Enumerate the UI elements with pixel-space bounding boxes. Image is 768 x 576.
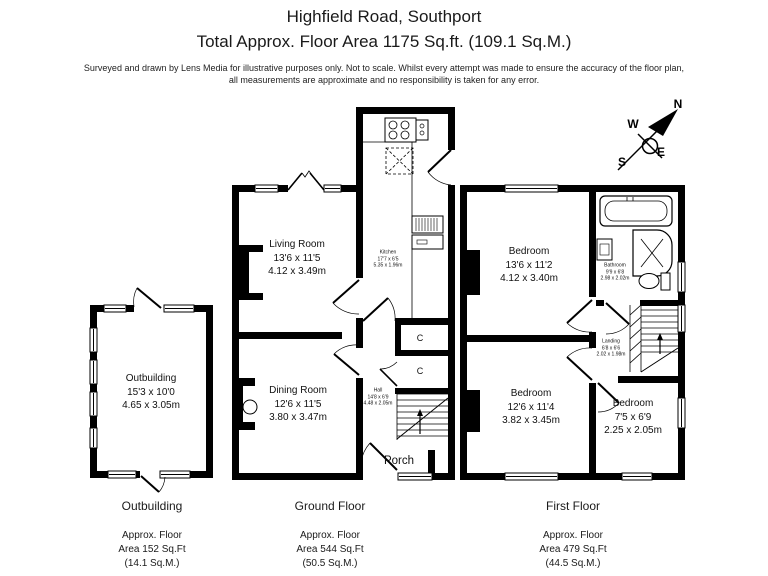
caption-area-line3: (14.1 Sq.M.)	[124, 558, 180, 569]
caption-title: Ground Floor	[294, 499, 366, 513]
room-name: Dining Room	[269, 384, 327, 396]
room-label-living-room	[268, 238, 326, 279]
room-name: Bedroom	[612, 397, 654, 409]
room-size-imperial: 7'5 x 6'9	[614, 411, 652, 423]
room-size-imperial: 12'6 x 11'4	[507, 401, 555, 413]
room-name: Living Room	[269, 238, 325, 250]
caption-area-line2: Area 544 Sq.Ft	[296, 544, 364, 555]
caption-area-line3: (44.5 Sq.M.)	[545, 558, 601, 569]
caption-area-line1: Approx. Floor	[542, 530, 604, 541]
caption-area	[473, 529, 673, 571]
bathtub-icon	[600, 196, 672, 226]
caption-area-line1: Approx. Floor	[299, 530, 361, 541]
compass-north-label: N	[673, 97, 683, 111]
kitchen-table-icon	[386, 148, 413, 174]
caption-first-floor	[473, 499, 673, 571]
room-name: Landing	[602, 338, 620, 345]
ground-floor-plan	[232, 107, 455, 480]
compass-arrow	[648, 109, 678, 136]
room-label-kitchen	[374, 249, 403, 269]
stairs-icon	[397, 394, 448, 440]
room-size-metric: 4.65 x 3.05m	[122, 399, 180, 411]
compass-west-label: W	[627, 117, 639, 131]
room-name: Outbuilding	[125, 372, 177, 384]
appliance-icon	[412, 216, 443, 249]
ground-floor-doors	[333, 150, 451, 470]
stairs-down-icon	[630, 305, 678, 372]
caption-area-line2: Area 479 Sq.Ft	[539, 544, 607, 555]
room-size-metric: 2.02 x 1.98m	[596, 351, 626, 358]
room-size-imperial: 15'3 x 10'0	[127, 386, 175, 398]
room-size-metric: 4.12 x 3.40m	[500, 272, 558, 284]
room-size-metric: 2.25 x 2.05m	[604, 424, 662, 436]
room-label-bedroom-small	[604, 397, 662, 438]
toilet-icon	[639, 273, 670, 290]
room-label-dining-room	[269, 384, 327, 425]
cupboard-label-bottom: C	[416, 366, 424, 376]
sink-icon	[597, 239, 612, 260]
caption-ground-floor	[230, 499, 430, 571]
cupboard-label-top: C	[416, 333, 424, 343]
room-size-metric: 3.80 x 3.47m	[269, 411, 327, 423]
room-size-metric: 5.35 x 1.96m	[373, 262, 403, 269]
room-label-landing	[597, 338, 626, 358]
kitchen-counter	[363, 142, 412, 318]
room-size-metric: 4.12 x 3.49m	[268, 265, 326, 277]
hob-icon	[385, 118, 428, 142]
page-subtitle: Total Approx. Floor Area 1175 Sq.ft. (109.1 Sq.M.)	[196, 32, 572, 51]
room-label-outbuilding	[122, 372, 180, 413]
room-name: Bedroom	[508, 245, 550, 257]
room-name: Bathroom	[604, 262, 626, 269]
shower-icon	[633, 230, 672, 276]
room-size-imperial: 13'6 x 11'2	[505, 259, 553, 271]
room-size-metric: 4.48 x 2.05m	[363, 400, 393, 407]
bay-window	[288, 171, 324, 190]
room-size-imperial: 17'7 x 6'5	[377, 255, 399, 262]
room-size-metric: 2.98 x 2.02m	[600, 275, 630, 282]
room-name: Bedroom	[510, 387, 552, 399]
room-size-imperial: 14'8 x 6'9	[367, 393, 389, 400]
disclaimer-line-1: Surveyed and drawn by Lens Media for illustrative purposes only. Not to scale. Whilst every attempt was made to ensure the accuracy of the floor plan,	[83, 63, 685, 73]
room-label-bathroom	[601, 262, 630, 282]
caption-area	[230, 529, 430, 571]
room-name: Kitchen	[379, 249, 397, 256]
caption-area-line1: Approx. Floor	[121, 530, 183, 541]
room-size-metric: 3.82 x 3.45m	[502, 414, 560, 426]
caption-outbuilding	[52, 499, 252, 571]
room-label-bedroom-back	[502, 387, 560, 428]
room-size-imperial: 13'6 x 11'5	[273, 252, 321, 264]
boiler-icon	[243, 400, 257, 414]
caption-area-line2: Area 152 Sq.Ft	[118, 544, 186, 555]
room-size-imperial: 6'8 x 6'6	[601, 344, 621, 351]
caption-title: Outbuilding	[121, 499, 183, 513]
disclaimer-line-2: all measurements are approximate and no responsibility is taken for any error.	[228, 74, 540, 85]
caption-area-line3: (50.5 Sq.M.)	[302, 558, 358, 569]
room-label-hall	[364, 387, 393, 407]
compass-south-label: S	[617, 155, 627, 169]
page-title: Highfield Road, Southport	[286, 7, 482, 26]
room-size-imperial: 12'6 x 11'5	[274, 398, 322, 410]
room-name: Hall	[373, 387, 383, 394]
compass-east-label: E	[656, 145, 666, 159]
room-label-bedroom-front	[500, 245, 558, 286]
room-size-imperial: 9'9 x 6'8	[605, 268, 625, 275]
fireplace-recess	[249, 252, 263, 293]
caption-area	[52, 529, 252, 571]
caption-title: First Floor	[546, 499, 600, 513]
room-label-porch: Porch	[383, 455, 415, 467]
